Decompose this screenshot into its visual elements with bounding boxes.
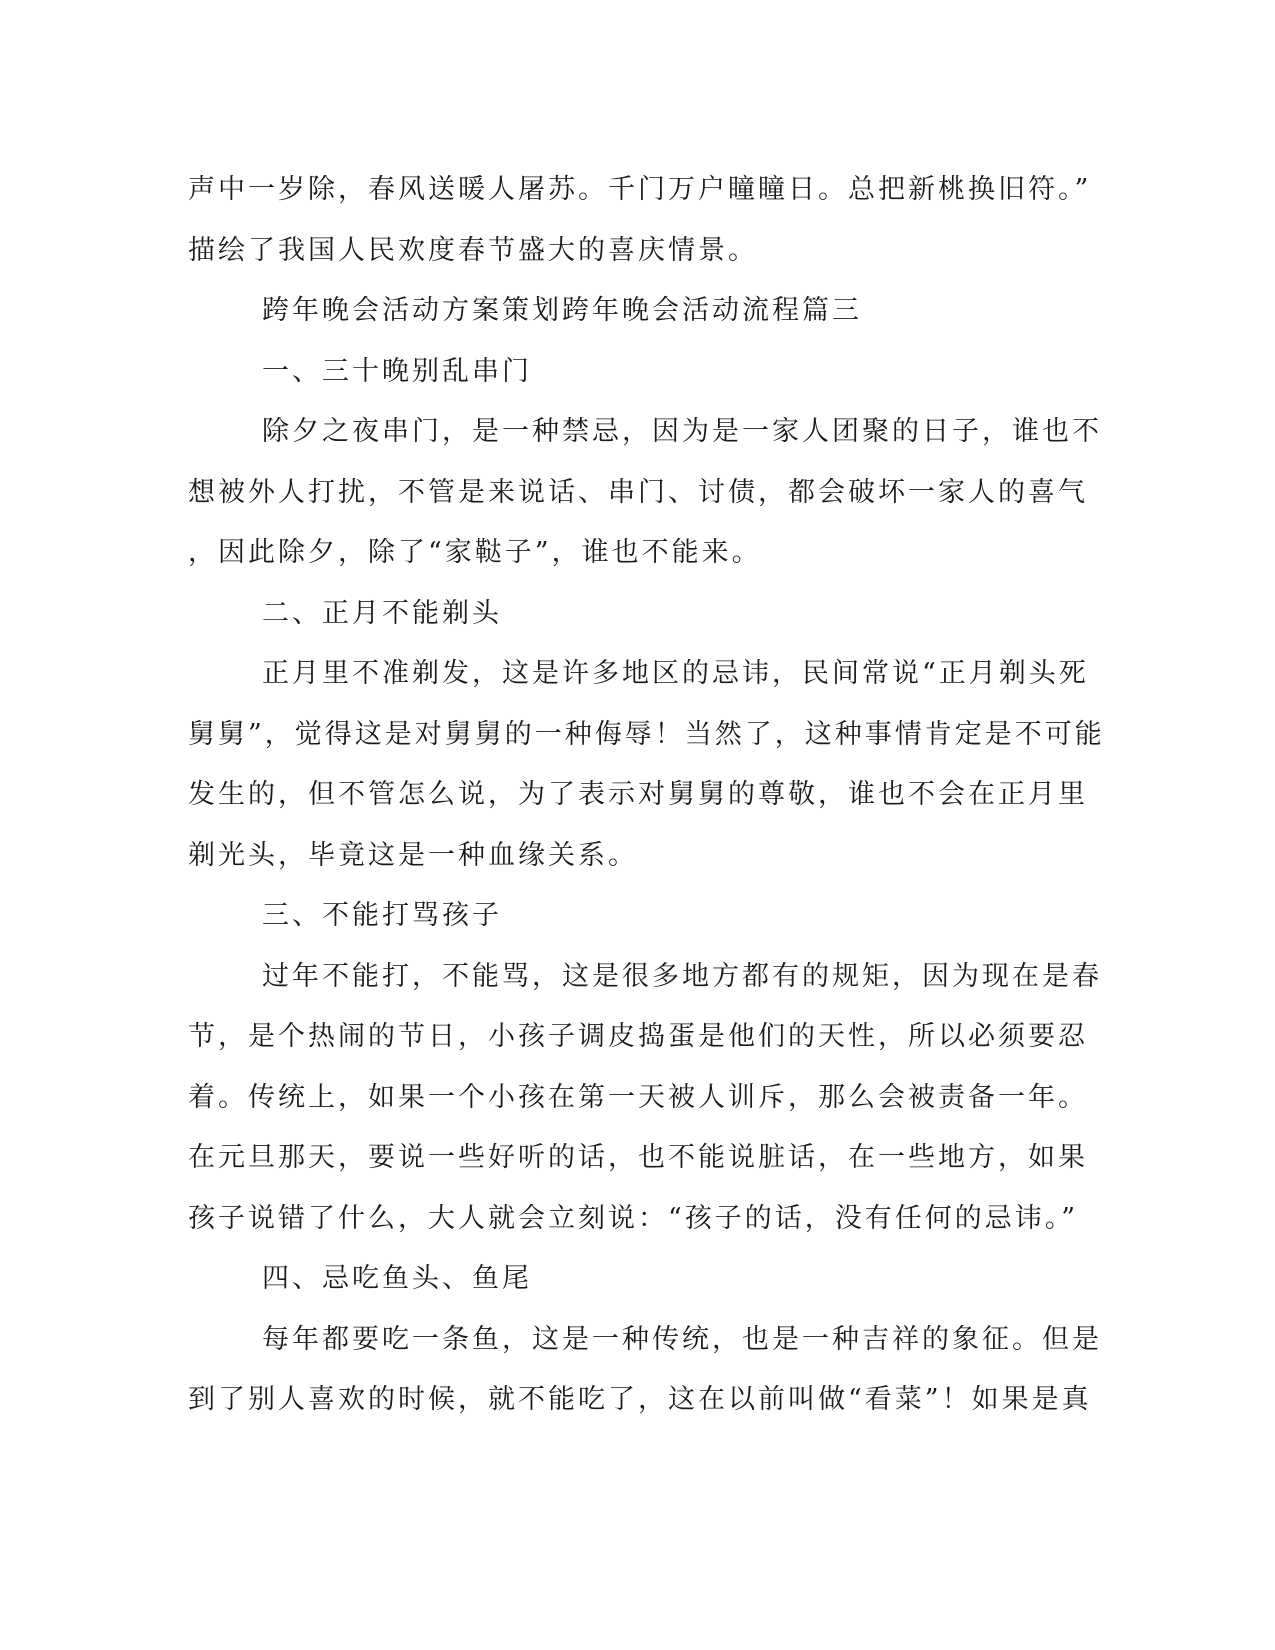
document-body: [188, 160, 1105, 1431]
text-line: 在元旦那天，要说一些好听的话，也不能说脏话，在一些地方，如果: [188, 1142, 1088, 1173]
text-line: 想被外人打扰，不管是来说话、串门、讨债，都会破坏一家人的喜气: [188, 476, 1088, 508]
section-heading: 三、不能打骂孩子: [262, 900, 502, 931]
section-heading: 二、正月不能剃头: [262, 597, 502, 629]
text-line: 着。传统上，如果一个小孩在第一天被人训斥，那么会被责备一年。: [188, 1081, 1088, 1113]
text-line: 过年不能打，不能骂，这是很多地方都有的规矩，因为现在是春: [262, 960, 1102, 992]
text-line: 孩子说错了什么，大人就会立刻说：“孩子的话，没有任何的忌讳。”: [188, 1202, 1079, 1234]
text-line: 发生的，但不管怎么说，为了表示对舅舅的尊敬，谁也不会在正月里: [188, 779, 1088, 810]
section-heading: 四、忌吃鱼头、鱼尾: [262, 1263, 532, 1294]
text-line: 每年都要吃一条鱼，这是一种传统，也是一种吉祥的象征。但是: [262, 1323, 1102, 1355]
text-line: ，因此除夕，除了“家鞑子”，谁也不能来。: [188, 537, 762, 568]
section-heading: 一、三十晚别乱串门: [262, 355, 532, 387]
text-line: 描绘了我国人民欢度春节盛大的喜庆情景。: [188, 234, 758, 266]
text-line: 声中一岁除，春风送暖人屠苏。千门万户瞳瞳日。总把新桃换旧符。”: [188, 174, 1092, 205]
text-line: 到了别人喜欢的时候，就不能吃了，这在以前叫做“看菜”！如果是真: [188, 1384, 1092, 1415]
text-line: 剃光头，毕竟这是一种血缘关系。: [188, 839, 638, 871]
text-line: 节，是个热闹的节日，小孩子调皮捣蛋是他们的天性，所以必须要忍: [188, 1021, 1088, 1052]
text-line: 舅舅”，觉得这是对舅舅的一种侮辱！当然了，这种事情肯定是不可能: [188, 718, 1105, 750]
section-title: 跨年晚会活动方案策划跨年晚会活动流程篇三: [262, 295, 862, 326]
text-line: 正月里不准剃发，这是许多地区的忌讳，民间常说“正月剃头死: [262, 658, 1089, 689]
text-line: 除夕之夜串门，是一种禁忌，因为是一家人团聚的日子，谁也不: [262, 416, 1102, 447]
